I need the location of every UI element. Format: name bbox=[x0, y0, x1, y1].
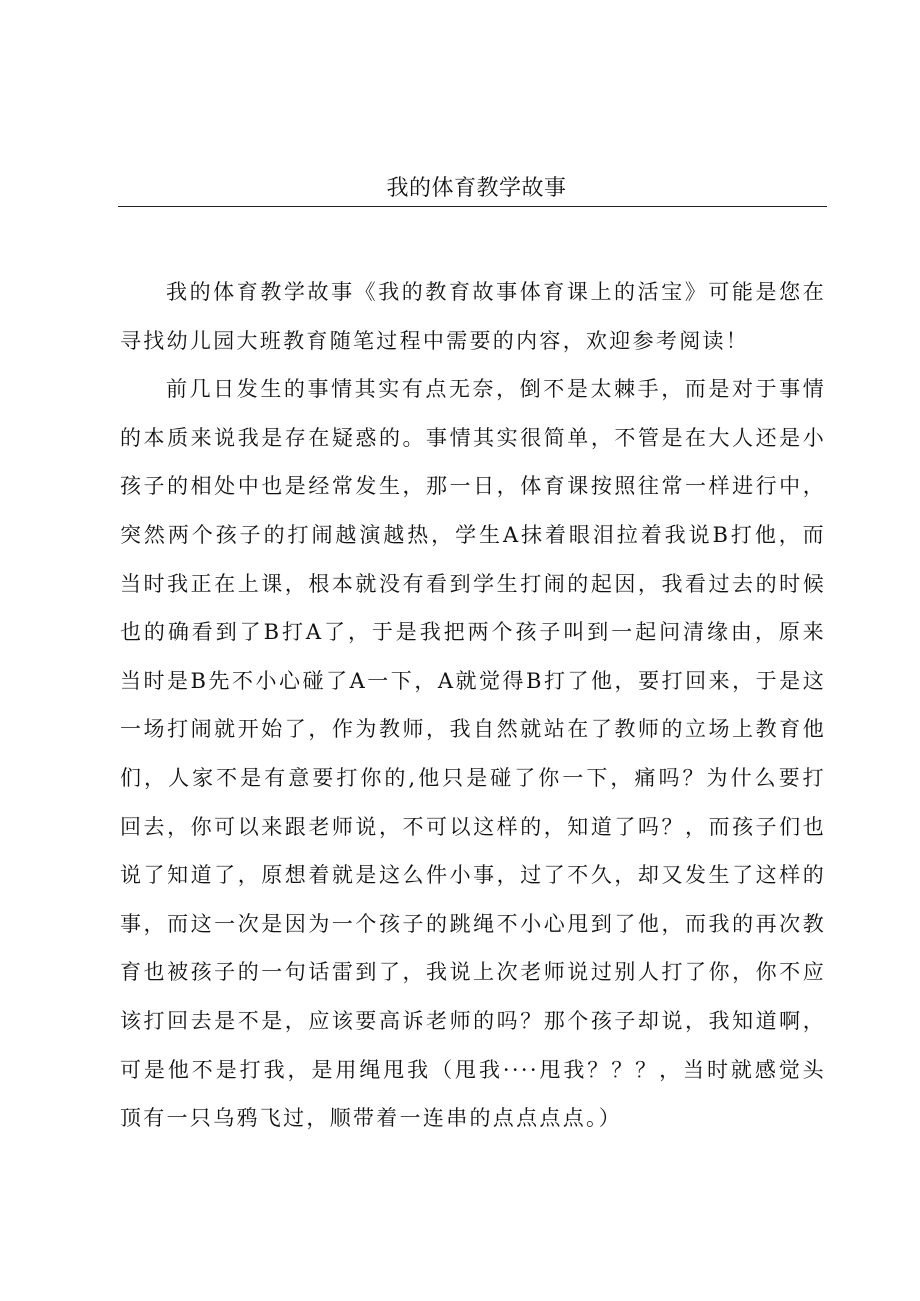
document-body bbox=[120, 268, 826, 1143]
story-paragraph: 前几日发生的事情其实有点无奈，倒不是太棘手，而是对于事情的本质来说我是存在疑惑的。事情其实很简单，不管是在大人还是小孩子的相处中也是经常发生，那一日，体育课按照往常一样进行中，突然两个孩子的打闹越演越热，学生A抹着眼泪拉着我说B打他，而当时我正在上课，根本就没有看到学生打闹的起因，我看过去的时候也的确看到了B打A了，于是我把两个孩子叫到一起问清缘由，原来当时是B先不小心碰了A一下，A就觉得B打了他，要打回来，于是这一场打闹就开始了，作为教师，我自然就站在了教师的立场上教育他们，人家不是有意要打你的,他只是碰了你一下，痛吗？为什么要打回去，你可以来跟老师说，不可以这样的，知道了吗？，而孩子们也说了知道了，原想着就是这么件小事，过了不久，却又发生了这样的事，而这一次是因为一个孩子的跳绳不小心甩到了他，而我的再次教育也被孩子的一句话雷到了，我说上次老师说过别人打了你，你不应该打回去是不是，应该要高诉老师的吗？那个孩子却说，我知道啊，可是他不是打我，是用绳甩我（甩我····甩我？？？，当时就感觉头顶有一只乌鸦飞过，顺带着一连串的点点点点。） bbox=[120, 377, 826, 1131]
document-title: 我的体育教学故事 bbox=[386, 176, 567, 201]
intro-paragraph: 我的体育教学故事《我的教育故事体育课上的活宝》可能是您在寻找幼儿园大班教育随笔过程中需要的内容，欢迎参考阅读！ bbox=[120, 280, 826, 353]
title-header bbox=[118, 172, 827, 207]
